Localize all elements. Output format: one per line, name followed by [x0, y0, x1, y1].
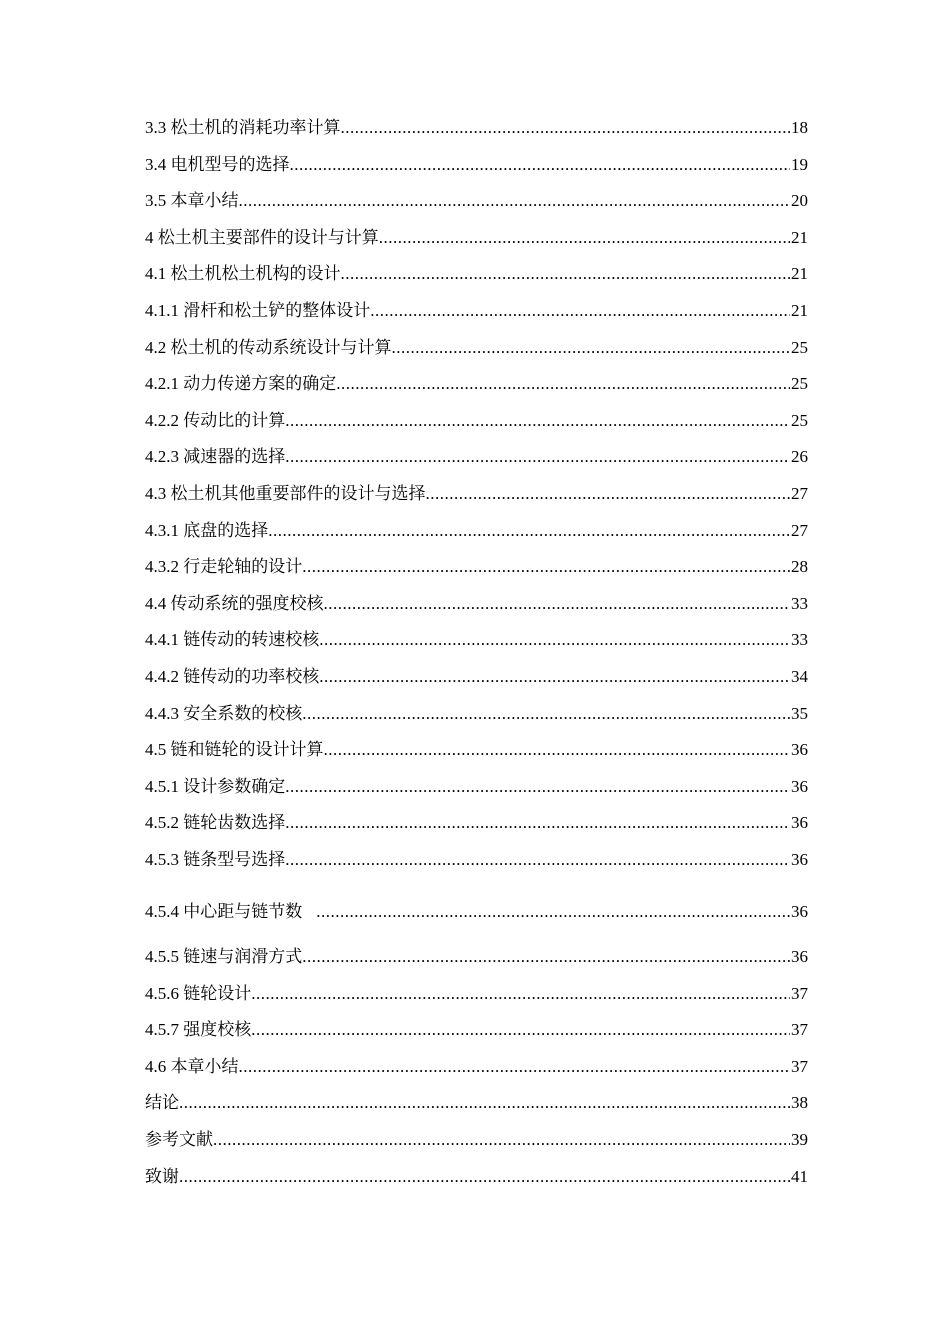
toc-entry-label: 4.5.5 链速与润滑方式 — [145, 947, 303, 967]
toc-dot-leader — [213, 1122, 790, 1159]
toc-entry[interactable] — [145, 976, 808, 1013]
toc-entry-label: 4.3.2 行走轮轴的设计 — [145, 557, 303, 577]
toc-entry[interactable] — [145, 769, 808, 806]
toc-entry-label: 4.4.1 链传动的转速校核 — [145, 630, 320, 650]
toc-entry[interactable] — [145, 732, 808, 769]
toc-entry-label: 4.2.1 动力传递方案的确定 — [145, 374, 337, 394]
toc-entry-label: 3.4 电机型号的选择 — [145, 154, 290, 174]
toc-page-number: 21 — [791, 264, 808, 284]
toc-page-number: 33 — [791, 630, 808, 650]
toc-entry-label: 4 松土机主要部件的设计与计算 — [145, 227, 379, 247]
toc-page-number: 26 — [791, 447, 808, 467]
toc-page-number: 21 — [791, 300, 808, 320]
toc-page-number: 20 — [791, 191, 808, 211]
toc-entry-label: 4.5.3 链条型号选择 — [145, 849, 286, 869]
toc-page-number: 33 — [791, 593, 808, 613]
toc-page-number: 36 — [791, 813, 808, 833]
toc-dot-leader — [302, 549, 790, 586]
toc-entry[interactable] — [145, 939, 808, 976]
toc-dot-leader — [285, 769, 790, 806]
toc-page-number: 37 — [791, 1020, 808, 1040]
toc-entry-label: 4.4.2 链传动的功率校核 — [145, 666, 320, 686]
toc-page-number: 27 — [791, 520, 808, 540]
toc-entry-label: 4.5.6 链轮设计 — [145, 983, 252, 1003]
toc-entry[interactable] — [145, 696, 808, 733]
toc-page-number: 25 — [791, 410, 808, 430]
toc-entry-label: 4.5.2 链轮齿数选择 — [145, 813, 286, 833]
toc-entry-label: 4.1 松土机松土机构的设计 — [145, 264, 341, 284]
toc-dot-leader — [268, 513, 790, 550]
toc-page-number: 38 — [791, 1093, 808, 1113]
toc-page-number: 37 — [791, 983, 808, 1003]
toc-dot-leader — [319, 659, 790, 696]
toc-page-number: 25 — [791, 374, 808, 394]
toc-entry-label: 4.4.3 安全系数的校核 — [145, 703, 303, 723]
toc-entry-label: 4.3.1 底盘的选择 — [145, 520, 269, 540]
toc-dot-leader — [392, 330, 791, 367]
toc-entry-label: 参考文献 — [145, 1130, 213, 1150]
toc-dot-leader — [251, 1012, 790, 1049]
toc-entry[interactable] — [145, 147, 808, 184]
toc-page-number: 35 — [791, 703, 808, 723]
toc-entry[interactable] — [145, 1012, 808, 1049]
toc-entry[interactable] — [145, 1159, 808, 1196]
toc-entry[interactable] — [145, 622, 808, 659]
toc-entry[interactable] — [145, 403, 808, 440]
toc-page-number: 27 — [791, 483, 808, 503]
toc-entry[interactable] — [145, 842, 808, 879]
toc-entry-label: 4.5 链和链轮的设计计算 — [145, 740, 324, 760]
toc-entry-label: 致谢 — [145, 1166, 179, 1186]
toc-dot-leader — [379, 220, 790, 257]
toc-entry-label: 4.5.7 强度校核 — [145, 1020, 252, 1040]
toc-entry[interactable] — [145, 366, 808, 403]
toc-entry-label: 4.2.2 传动比的计算 — [145, 410, 286, 430]
toc-dot-leader — [319, 622, 790, 659]
toc-dot-leader — [285, 439, 790, 476]
toc-entry[interactable] — [145, 1049, 808, 1086]
toc-dot-leader — [251, 976, 790, 1013]
toc-page-number: 34 — [791, 666, 808, 686]
toc-dot-leader — [426, 476, 791, 513]
toc-dot-leader — [341, 256, 791, 293]
toc-page-number: 36 — [791, 849, 808, 869]
toc-page-number: 36 — [791, 740, 808, 760]
toc-dot-leader — [336, 366, 790, 403]
toc-dot-leader — [239, 1049, 791, 1086]
toc-entry[interactable] — [145, 110, 808, 147]
toc-entry[interactable] — [145, 659, 808, 696]
toc-dot-leader — [179, 1159, 790, 1196]
toc-entry[interactable] — [145, 293, 808, 330]
toc-entry[interactable] — [145, 513, 808, 550]
toc-dot-leader — [285, 403, 790, 440]
toc-dot-leader — [324, 586, 791, 623]
toc-dot-leader — [316, 894, 790, 931]
toc-entry[interactable] — [145, 805, 808, 842]
toc-entry-label: 结论 — [145, 1093, 179, 1113]
toc-page-number: 28 — [791, 557, 808, 577]
toc-page-number: 36 — [791, 902, 808, 922]
toc-entry-label: 4.4 传动系统的强度校核 — [145, 593, 324, 613]
toc-page-number: 21 — [791, 227, 808, 247]
toc-page-number: 36 — [791, 776, 808, 796]
toc-dot-leader — [285, 805, 790, 842]
toc-page-number: 18 — [791, 118, 808, 137]
toc-dot-leader — [285, 842, 790, 879]
toc-entry-label: 4.5.4 中心距与链节数 — [145, 902, 303, 922]
toc-entry-label: 4.2 松土机的传动系统设计与计算 — [145, 337, 392, 357]
toc-dot-leader — [290, 147, 791, 184]
toc-entry-label: 4.6 本章小结 — [145, 1056, 239, 1076]
toc-dot-leader — [239, 183, 791, 220]
toc-page-number: 36 — [791, 947, 808, 967]
toc-entry-label: 4.1.1 滑杆和松土铲的整体设计 — [145, 300, 371, 320]
toc-page-number: 39 — [791, 1130, 808, 1150]
toc-entry[interactable] — [145, 586, 808, 623]
toc-entry-label: 3.3 松土机的消耗功率计算 — [145, 118, 341, 137]
toc-page-number: 41 — [791, 1166, 808, 1186]
toc-page-number: 37 — [791, 1056, 808, 1076]
toc-dot-leader — [302, 696, 790, 733]
toc-entry[interactable] — [145, 439, 808, 476]
toc-entry-label: 4.3 松土机其他重要部件的设计与选择 — [145, 483, 426, 503]
toc-entry[interactable] — [145, 330, 808, 367]
toc-entry[interactable] — [145, 1122, 808, 1159]
toc-dot-leader — [302, 939, 790, 976]
toc-dot-leader — [324, 732, 791, 769]
toc-entry[interactable] — [145, 220, 808, 257]
toc-entry-label: 3.5 本章小结 — [145, 191, 239, 211]
toc-entry[interactable] — [145, 894, 808, 931]
toc-entry-label: 4.5.1 设计参数确定 — [145, 776, 286, 796]
toc-dot-leader — [370, 293, 790, 330]
toc-entry[interactable] — [145, 476, 808, 513]
toc-entry[interactable] — [145, 1085, 808, 1122]
toc-dot-leader — [341, 110, 791, 147]
toc-entry-label: 4.2.3 减速器的选择 — [145, 447, 286, 467]
toc-entry[interactable] — [145, 183, 808, 220]
toc-dot-leader — [179, 1085, 790, 1122]
table-of-contents — [145, 110, 808, 1195]
toc-page-number: 25 — [791, 337, 808, 357]
toc-entry[interactable] — [145, 256, 808, 293]
toc-page-number: 19 — [791, 154, 808, 174]
toc-entry[interactable] — [145, 549, 808, 586]
